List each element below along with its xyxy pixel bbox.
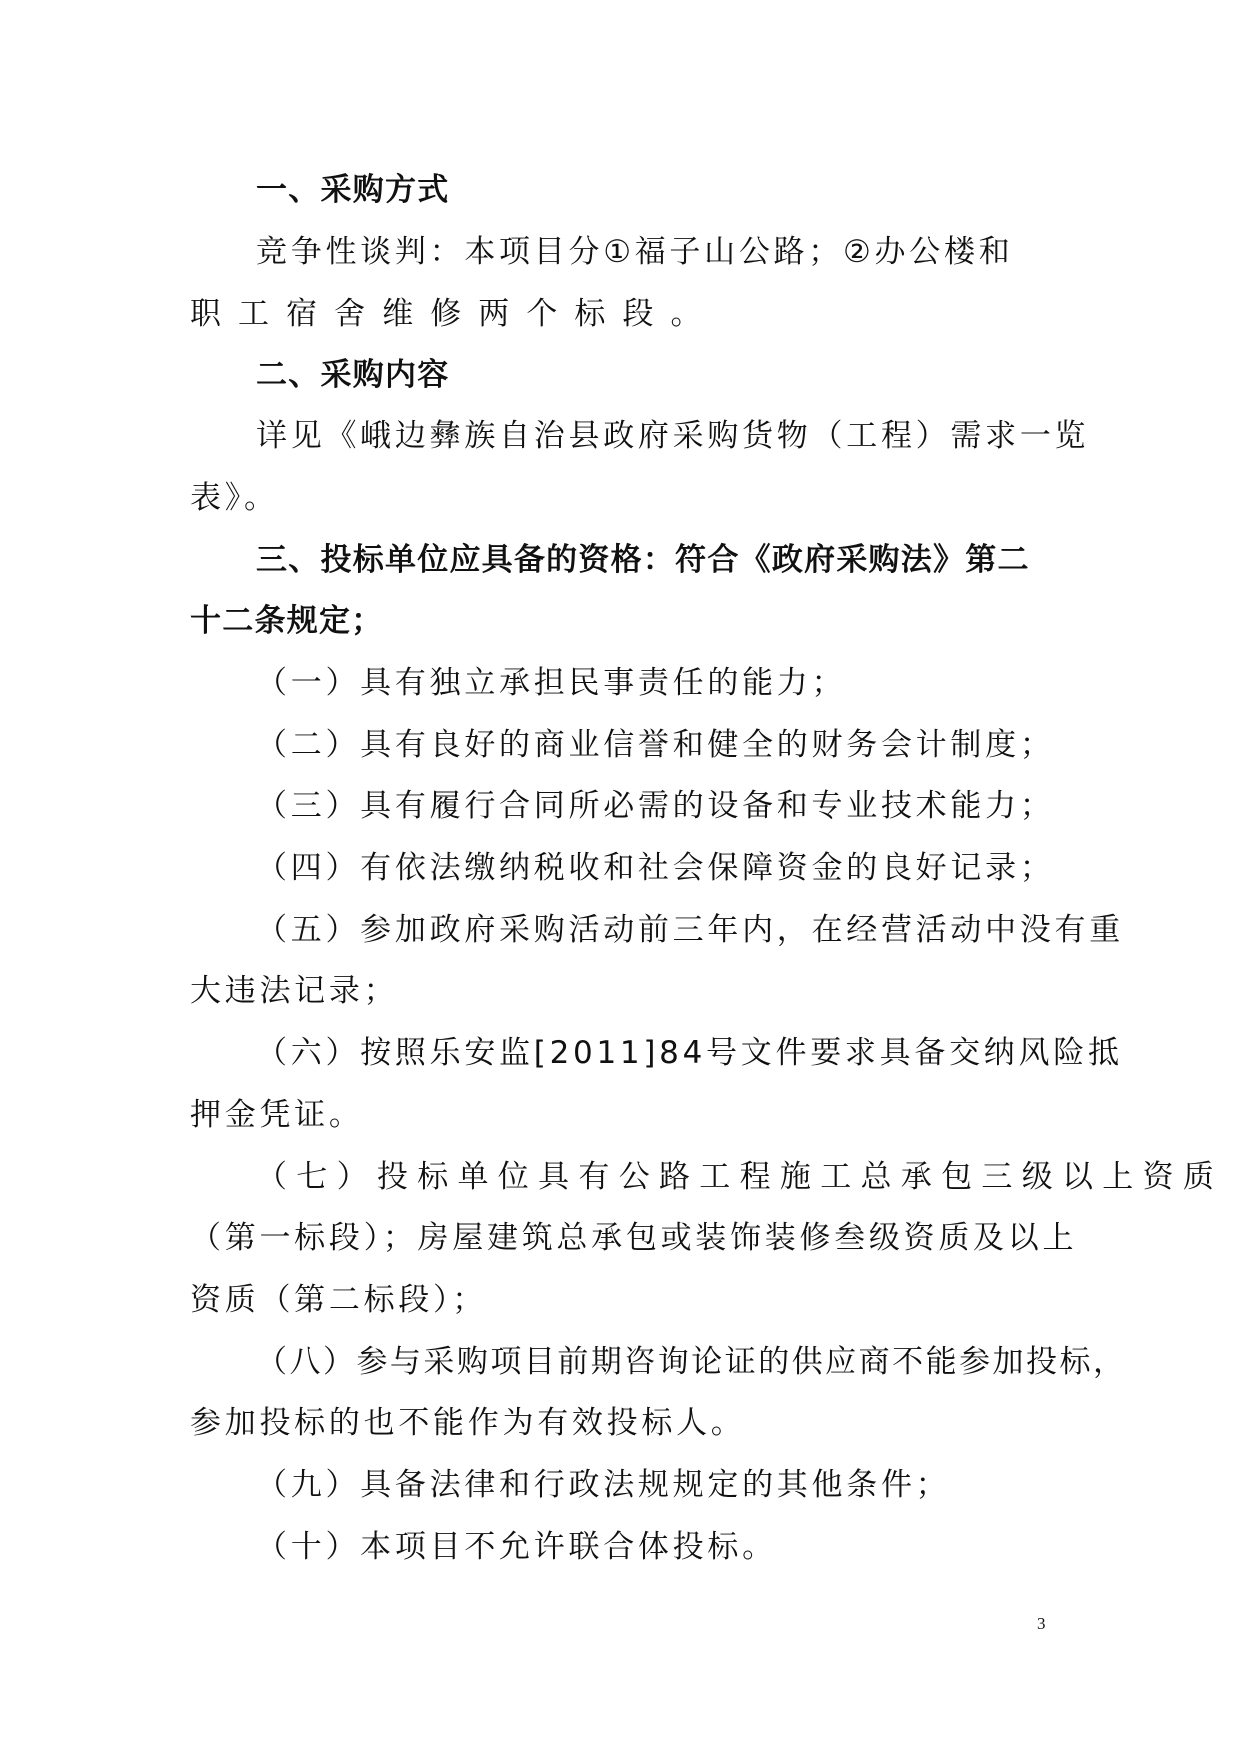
qualification-item-3: （三）具有履行合同所必需的设备和专业技术能力； [256,788,1055,824]
qualification-item-6: （六）按照乐安监[2011]84号文件要求具备交纳风险抵 [256,1035,1123,1071]
procurement-content-text: 详见《峨边彝族自治县政府采购货物（工程）需求一览 [256,418,1090,454]
section-heading-qualifications-cont: 十二条规定； [190,603,384,639]
section-heading-qualifications: 三、投标单位应具备的资格：符合《政府采购法》第二 [256,542,1030,578]
section-heading-procurement-method: 一、采购方式 [256,172,450,208]
qualification-item-2: （二）具有良好的商业信誉和健全的财务会计制度； [256,727,1055,763]
section-heading-procurement-content: 二、采购内容 [256,357,450,393]
qualification-item-7: （七）投标单位具有公路工程施工总承包三级以上资质 [256,1159,1224,1195]
page-number: 3 [1037,1614,1046,1633]
qualification-item-5-cont: 大违法记录； [190,973,399,1009]
procurement-content-text-cont: 表》。 [190,480,279,516]
qualification-item-1: （一）具有独立承担民事责任的能力； [256,665,847,701]
qualification-item-7-cont: （第一标段）；房屋建筑总承包或装饰装修叁级资质及以上 [190,1220,1078,1256]
qualification-item-8: （八）参与采购项目前期咨询论证的供应商不能参加投标， [256,1344,1127,1380]
qualification-item-7-cont2: 资质（第二标段）； [190,1282,487,1318]
qualification-item-4: （四）有依法缴纳税收和社会保障资金的良好记录； [256,850,1055,886]
qualification-item-9: （九）具备法律和行政法规规定的其他条件； [256,1467,951,1503]
qualification-item-8-cont: 参加投标的也不能作为有效投标人。 [190,1405,746,1441]
qualification-item-10: （十）本项目不允许联合体投标。 [256,1529,777,1565]
procurement-method-text: 竞争性谈判：本项目分①福子山公路；②办公楼和 [256,234,1014,270]
qualification-item-6-cont: 押金凭证。 [190,1097,364,1133]
qualification-item-5: （五）参加政府采购活动前三年内，在经营活动中没有重 [256,912,1124,948]
procurement-method-text-cont: 职工宿舍维修两个标段。 [190,296,719,332]
